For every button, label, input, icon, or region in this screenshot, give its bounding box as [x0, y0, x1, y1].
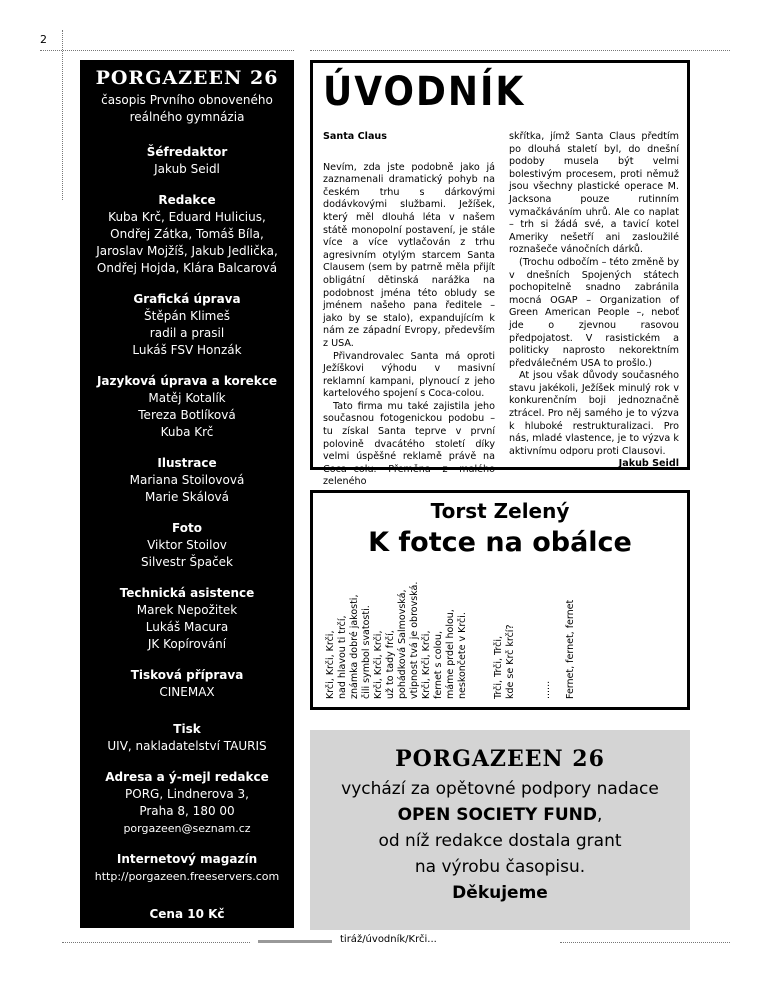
credit-heading: Grafická úprava: [133, 292, 241, 306]
email-link[interactable]: porgazeen@seznam.cz: [123, 822, 251, 835]
credit-print: [80, 721, 294, 755]
poem-author: Torst Zelený: [430, 499, 570, 523]
credit-value: Matěj Kotalík Tereza Botlíková Kuba Krč: [138, 391, 236, 439]
credit-heading: Tisková příprava: [130, 668, 244, 682]
credit-heading: Ilustrace: [157, 456, 217, 470]
sponsor-thanks: Děkujeme: [452, 883, 548, 903]
poem-stanza: Trči, Trči, Trči, kde se Krč krčí?: [493, 624, 516, 699]
sponsor-logo: PORGAZEEN 26: [395, 746, 605, 772]
editorial-paragraph: Tato firma mu také zajistila jeho současnou fotogenickou podobu – tu získal Santa teprve v první polovině dvacátého století díky velmi úspěšné reklamě právě na Coca--colu. Přeměna z malého zeleného: [323, 400, 495, 488]
credit-heading: Internetový magazín: [116, 852, 258, 866]
top-rule-right: [310, 50, 730, 51]
editorial-heading: Santa Claus: [323, 131, 387, 142]
credit-value: Štěpán Klimeš radil a prasil Lukáš FSV Honzák: [132, 309, 242, 357]
credit-value: Kuba Krč, Eduard Hulicius, Ondřej Zátka, Tomáš Bíla, Jaroslav Mojžíš, Jakub Jedlička, Ondřej Hojda, Klára Balcarová: [96, 210, 278, 275]
price: Cena 10 Kč: [149, 907, 225, 921]
poem-stanza: Krči, Krči, Krči, už to tady frčí, pohádková Salmovská, vtipnost tvá je obrovská.: [373, 581, 420, 699]
credit-heading: Redakce: [158, 193, 216, 207]
credit-web: [80, 851, 294, 885]
sponsor-line: na výrobu časopisu.: [414, 857, 586, 877]
credit-value: CINEMAX: [159, 685, 215, 699]
credit-address: [80, 769, 294, 837]
top-rule-left: [40, 50, 294, 51]
fund-name: OPEN SOCIETY FUND: [397, 805, 597, 825]
editorial-title: ÚVODNÍK: [323, 69, 526, 115]
fund-comma: ,: [596, 805, 603, 825]
footer-text: tiráž/úvodník/Krči...: [340, 934, 437, 945]
bottom-rule-right: [560, 942, 730, 943]
credit-heading: Jazyková úprava a korekce: [96, 374, 278, 388]
masthead-subtitle: časopis Prvního obnoveného reálného gymnázia: [101, 93, 273, 124]
credit-editor-in-chief: [80, 144, 294, 178]
credit-technical: [80, 585, 294, 653]
editorial-paragraph: (Trochu odbočím – této změně by v dnešních Spojených státech pochopitelně snadno zabránila mocná OGAP – Organization of Green American People –, neboť jde o zjevnou rasovou předpojatost. V rasistickém a politicky naprosto nekorektním předválečném USA to prošlo.): [509, 256, 679, 369]
masthead-column: [80, 60, 294, 928]
credit-value: Mariana Stoilovová Marie Skálová: [129, 473, 245, 504]
poem-stanza: Krči, Krči, Krči, nad hlavou ti trčí, známka dobré jakosti, čili symbol svatosti.: [325, 594, 372, 699]
credit-heading: Tisk: [173, 722, 201, 736]
cover-poem-box: [310, 490, 690, 710]
editorial-column-2: [509, 131, 679, 471]
poem-stanza: Krči, Krči, Krči, fernet s colou, máme prdel holou, neskončete v Krči.: [421, 609, 468, 699]
margin-rule: [62, 30, 63, 200]
credit-value: Viktor Stoilov Silvestr Špaček: [141, 538, 233, 569]
editorial-paragraph: skřítka, jímž Santa Claus předtím po dlouhá staletí byl, do dnešní podoby musela být velmi bolestivým procesem, proti němuž jsou všechny plastické operace M. Jacksona pouze rutinním vymačkáváním uhrů. Ale co naplat – trh si žádá své, a tavicí kotel Ameriky nešetří ani zasloužilé roznašeče vánočních dárků.: [509, 131, 679, 256]
web-link[interactable]: http://porgazeen.freeservers.com: [94, 870, 280, 883]
credit-heading: Foto: [172, 521, 202, 535]
credit-editors: [80, 192, 294, 277]
credit-value: Marek Nepožitek Lukáš Macura JK Kopírování: [136, 603, 238, 651]
sponsor-line: od níž redakce dostala grant: [378, 831, 622, 851]
sponsor-fund-line: [310, 802, 690, 828]
credit-illustration: [80, 455, 294, 506]
credit-heading: Šéfredaktor: [146, 145, 228, 159]
masthead-logo: PORGAZEEN 26: [95, 67, 279, 89]
credit-photo: [80, 520, 294, 571]
editorial-box: [310, 60, 690, 488]
credit-heading: Technická asistence: [119, 586, 255, 600]
bottom-rule-left: [62, 942, 250, 943]
editorial-column-1: [323, 131, 495, 489]
footer-bar: [258, 940, 332, 943]
editorial-paragraph: Nevím, zda jste podobně jako já zaznamenali dramatický pohyb na českém trhu s dárkovými dodávkovými službami. Ježíšek, který měl dlouhá léta v našem státě monopolní postavení, je stále více a více vytlačován z trhu agresivním otylým starcem Santa Clausem (sem by patrně měla přijít obligátní dětinská narážka na podobnost jména této obludy se jménem našeho pana ředitele – jako by se stalo), expandujícím k nám ze západní Evropy, především z USA.: [323, 161, 495, 349]
credit-value: UIV, nakladatelství TAURIS: [107, 739, 267, 753]
credit-heading: Adresa a ý-mejl redakce: [105, 770, 269, 784]
credit-proofreading: [80, 373, 294, 441]
page-number: 2: [40, 33, 47, 46]
poem-stanza: ......: [541, 680, 552, 699]
credit-value: PORG, Lindnerova 3, Praha 8, 180 00: [125, 787, 249, 818]
sponsor-line: vychází za opětovné podpory nadace: [341, 779, 659, 799]
credit-value: Jakub Seidl: [154, 162, 220, 176]
editorial-signature: Jakub Seidl: [618, 458, 679, 470]
poem-stanza: Fernet, fernet, fernet: [565, 599, 576, 699]
poem-title: K fotce na obálce: [368, 527, 632, 558]
editorial-paragraph: Přivandrovalec Santa má oproti Ježíškovi výhodu v masivní reklamní kampani, plynoucí z jeho kartelového spojení s Coca-colou.: [323, 350, 495, 400]
credit-graphics: [80, 291, 294, 359]
sponsor-box: [310, 730, 690, 930]
editorial-paragraph: At jsou však důvody současného stavu jakékoli, Ježíšek minulý rok v konkurenčním boji jednoznačně ztrácel. Pro něj samého je to výzva k hluboké restrukturalizaci. Pro nás, mladé vlastence, je to výzva k aktivnímu odporu proti Clausovi.: [509, 370, 679, 457]
credit-prepress: [80, 667, 294, 701]
